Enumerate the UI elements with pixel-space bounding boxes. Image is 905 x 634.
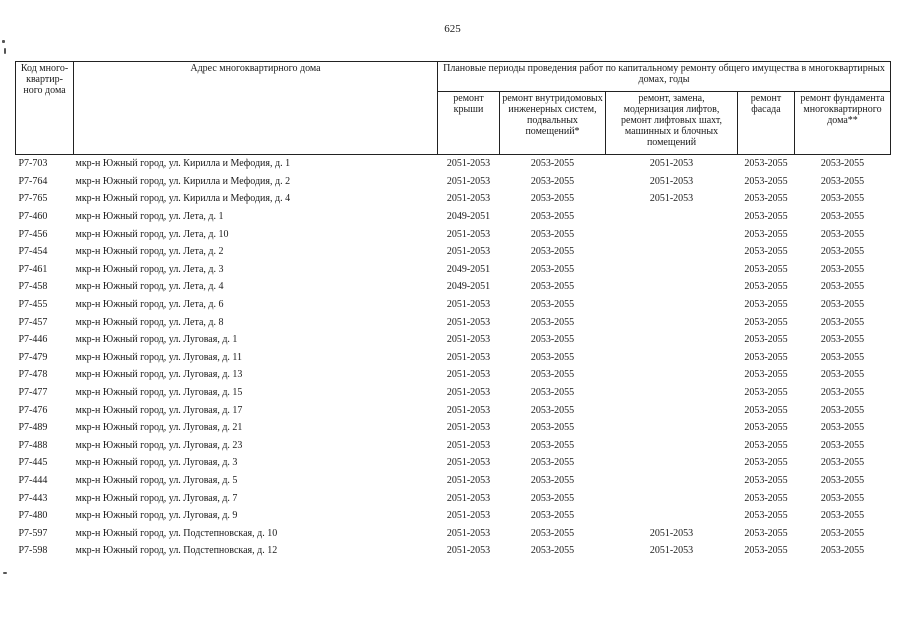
cell-facade: 2053-2055 bbox=[744, 211, 788, 223]
cell-foundation: 2053-2055 bbox=[820, 351, 865, 363]
cell-systems: 2053-2055 bbox=[530, 281, 575, 293]
cell-systems: 2053-2055 bbox=[530, 228, 575, 240]
cell-systems: 2053-2055 bbox=[530, 351, 575, 363]
header-systems: ремонт внутридомовых инженерных систем, подвальных помещений* bbox=[500, 92, 606, 155]
cell-facade: 2053-2055 bbox=[744, 193, 788, 205]
table-body bbox=[16, 155, 891, 560]
cell-roof: 2051-2053 bbox=[446, 439, 491, 451]
cell-facade: 2053-2055 bbox=[744, 369, 788, 381]
cell-roof: 2051-2053 bbox=[446, 527, 491, 539]
cell-systems: 2053-2055 bbox=[530, 175, 575, 187]
cell-lifts bbox=[606, 472, 738, 490]
cell-roof: 2049-2051 bbox=[446, 263, 491, 275]
cell-foundation: 2053-2055 bbox=[820, 474, 865, 486]
cell-code: Р7-445 bbox=[18, 457, 48, 469]
header-periods: Плановые периоды проведения работ по капитальному ремонту общего имущества в многоквартирных домах, годы bbox=[438, 62, 891, 92]
header-address: Адрес многоквартирного дома bbox=[74, 62, 438, 155]
cell-code: Р7-444 bbox=[18, 474, 48, 486]
cell-systems: 2053-2055 bbox=[530, 334, 575, 346]
cell-lifts bbox=[606, 366, 738, 384]
cell-facade: 2053-2055 bbox=[744, 545, 788, 557]
cell-code: Р7-476 bbox=[18, 404, 48, 416]
cell-facade: 2053-2055 bbox=[744, 299, 788, 311]
cell-foundation: 2053-2055 bbox=[820, 211, 865, 223]
cell-lifts bbox=[606, 401, 738, 419]
cell-code: Р7-457 bbox=[18, 316, 48, 328]
cell-code: Р7-461 bbox=[18, 263, 48, 275]
table-row bbox=[16, 296, 891, 314]
cell-facade: 2053-2055 bbox=[744, 334, 788, 346]
cell-foundation: 2053-2055 bbox=[820, 369, 865, 381]
cell-roof: 2051-2053 bbox=[446, 510, 491, 522]
cell-code: Р7-455 bbox=[18, 299, 48, 311]
cell-foundation: 2053-2055 bbox=[820, 175, 865, 187]
table-row bbox=[16, 155, 891, 173]
cell-facade: 2053-2055 bbox=[744, 246, 788, 258]
cell-roof: 2051-2053 bbox=[446, 422, 491, 434]
cell-lifts bbox=[606, 454, 738, 472]
cell-lifts bbox=[606, 489, 738, 507]
cell-lifts bbox=[606, 384, 738, 402]
cell-code: Р7-489 bbox=[18, 422, 48, 434]
cell-address: мкр-н Южный город, ул. Луговая, д. 17 bbox=[75, 404, 243, 416]
cell-roof: 2051-2053 bbox=[446, 175, 491, 187]
cell-roof: 2051-2053 bbox=[446, 316, 491, 328]
cell-address: мкр-н Южный город, ул. Лета, д. 4 bbox=[75, 281, 224, 293]
cell-facade: 2053-2055 bbox=[744, 527, 788, 539]
table-row bbox=[16, 173, 891, 191]
cell-facade: 2053-2055 bbox=[744, 351, 788, 363]
cell-facade: 2053-2055 bbox=[744, 228, 788, 240]
table-row bbox=[16, 331, 891, 349]
cell-address: мкр-н Южный город, ул. Лета, д. 2 bbox=[75, 246, 224, 258]
cell-roof: 2051-2053 bbox=[446, 228, 491, 240]
table-row bbox=[16, 454, 891, 472]
cell-systems: 2053-2055 bbox=[530, 158, 575, 170]
table-row bbox=[16, 524, 891, 542]
cell-roof: 2051-2053 bbox=[446, 246, 491, 258]
cell-facade: 2053-2055 bbox=[744, 281, 788, 293]
cell-lifts: 2051-2053 bbox=[649, 193, 694, 205]
cell-foundation: 2053-2055 bbox=[820, 299, 865, 311]
cell-roof: 2051-2053 bbox=[446, 387, 491, 399]
cell-foundation: 2053-2055 bbox=[820, 263, 865, 275]
header-foundation: ремонт фундамента многоквартирного дома** bbox=[795, 92, 891, 155]
cell-systems: 2053-2055 bbox=[530, 457, 575, 469]
cell-address: мкр-н Южный город, ул. Луговая, д. 1 bbox=[75, 334, 238, 346]
cell-roof: 2051-2053 bbox=[446, 474, 491, 486]
cell-foundation: 2053-2055 bbox=[820, 281, 865, 293]
cell-lifts: 2051-2053 bbox=[649, 175, 694, 187]
cell-roof: 2049-2051 bbox=[446, 281, 491, 293]
cell-code: Р7-460 bbox=[18, 211, 48, 223]
cell-foundation: 2053-2055 bbox=[820, 492, 865, 504]
cell-roof: 2051-2053 bbox=[446, 404, 491, 416]
table-row bbox=[16, 384, 891, 402]
table-row bbox=[16, 243, 891, 261]
cell-code: Р7-478 bbox=[18, 369, 48, 381]
cell-foundation: 2053-2055 bbox=[820, 527, 865, 539]
cell-systems: 2053-2055 bbox=[530, 193, 575, 205]
cell-roof: 2051-2053 bbox=[446, 158, 491, 170]
page-number: 625 bbox=[444, 23, 461, 35]
cell-address: мкр-н Южный город, ул. Кирилла и Мефодия, д. 2 bbox=[75, 175, 291, 187]
cell-address: мкр-н Южный город, ул. Лета, д. 10 bbox=[75, 228, 229, 240]
cell-address: мкр-н Южный город, ул. Луговая, д. 7 bbox=[75, 492, 238, 504]
table-row bbox=[16, 261, 891, 279]
cell-systems: 2053-2055 bbox=[530, 299, 575, 311]
cell-systems: 2053-2055 bbox=[530, 246, 575, 258]
cell-code: Р7-454 bbox=[18, 246, 48, 258]
cell-systems: 2053-2055 bbox=[530, 404, 575, 416]
cell-lifts: 2051-2053 bbox=[649, 527, 694, 539]
table-row bbox=[16, 190, 891, 208]
scan-speck bbox=[4, 48, 6, 54]
table-row bbox=[16, 489, 891, 507]
table-row bbox=[16, 437, 891, 455]
cell-lifts bbox=[606, 225, 738, 243]
cell-code: Р7-477 bbox=[18, 387, 48, 399]
table-row bbox=[16, 313, 891, 331]
cell-facade: 2053-2055 bbox=[744, 158, 788, 170]
cell-lifts: 2051-2053 bbox=[649, 158, 694, 170]
cell-address: мкр-н Южный город, ул. Подстепновская, д. 10 bbox=[75, 527, 278, 539]
cell-code: Р7-703 bbox=[18, 158, 48, 170]
cell-facade: 2053-2055 bbox=[744, 387, 788, 399]
cell-foundation: 2053-2055 bbox=[820, 422, 865, 434]
cell-address: мкр-н Южный город, ул. Лета, д. 1 bbox=[75, 211, 224, 223]
cell-lifts: 2051-2053 bbox=[649, 545, 694, 557]
cell-address: мкр-н Южный город, ул. Луговая, д. 11 bbox=[75, 351, 243, 363]
table-row bbox=[16, 419, 891, 437]
cell-systems: 2053-2055 bbox=[530, 510, 575, 522]
cell-roof: 2051-2053 bbox=[446, 369, 491, 381]
repair-schedule-table bbox=[15, 61, 891, 560]
cell-foundation: 2053-2055 bbox=[820, 193, 865, 205]
cell-facade: 2053-2055 bbox=[744, 474, 788, 486]
cell-code: Р7-764 bbox=[18, 175, 48, 187]
cell-roof: 2051-2053 bbox=[446, 545, 491, 557]
cell-systems: 2053-2055 bbox=[530, 369, 575, 381]
cell-address: мкр-н Южный город, ул. Луговая, д. 23 bbox=[75, 439, 243, 451]
cell-code: Р7-488 bbox=[18, 439, 48, 451]
cell-lifts bbox=[606, 437, 738, 455]
cell-foundation: 2053-2055 bbox=[820, 387, 865, 399]
cell-address: мкр-н Южный город, ул. Луговая, д. 9 bbox=[75, 510, 238, 522]
cell-lifts bbox=[606, 313, 738, 331]
cell-roof: 2051-2053 bbox=[446, 334, 491, 346]
cell-facade: 2053-2055 bbox=[744, 439, 788, 451]
cell-lifts bbox=[606, 208, 738, 226]
cell-lifts bbox=[606, 296, 738, 314]
cell-systems: 2053-2055 bbox=[530, 263, 575, 275]
cell-systems: 2053-2055 bbox=[530, 422, 575, 434]
cell-foundation: 2053-2055 bbox=[820, 439, 865, 451]
cell-roof: 2051-2053 bbox=[446, 299, 491, 311]
cell-lifts bbox=[606, 261, 738, 279]
cell-foundation: 2053-2055 bbox=[820, 510, 865, 522]
cell-facade: 2053-2055 bbox=[744, 316, 788, 328]
cell-systems: 2053-2055 bbox=[530, 474, 575, 486]
cell-address: мкр-н Южный город, ул. Луговая, д. 3 bbox=[75, 457, 238, 469]
cell-address: мкр-н Южный город, ул. Луговая, д. 13 bbox=[75, 369, 243, 381]
cell-facade: 2053-2055 bbox=[744, 510, 788, 522]
cell-systems: 2053-2055 bbox=[530, 387, 575, 399]
cell-address: мкр-н Южный город, ул. Лета, д. 6 bbox=[75, 299, 224, 311]
table-row bbox=[16, 366, 891, 384]
cell-roof: 2051-2053 bbox=[446, 492, 491, 504]
cell-roof: 2051-2053 bbox=[446, 193, 491, 205]
header-lifts: ремонт, замена, модернизация лифтов, ремонт лифтовых шахт, машинных и блочных помещений bbox=[606, 92, 738, 155]
table-row bbox=[16, 507, 891, 525]
cell-lifts bbox=[606, 243, 738, 261]
cell-foundation: 2053-2055 bbox=[820, 246, 865, 258]
cell-address: мкр-н Южный город, ул. Луговая, д. 15 bbox=[75, 387, 243, 399]
cell-roof: 2051-2053 bbox=[446, 457, 491, 469]
cell-lifts bbox=[606, 507, 738, 525]
cell-roof: 2049-2051 bbox=[446, 211, 491, 223]
cell-code: Р7-480 bbox=[18, 510, 48, 522]
header-roof: ремонт крыши bbox=[438, 92, 500, 155]
scan-speck bbox=[2, 40, 5, 43]
cell-foundation: 2053-2055 bbox=[820, 316, 865, 328]
table-row bbox=[16, 225, 891, 243]
cell-facade: 2053-2055 bbox=[744, 457, 788, 469]
cell-systems: 2053-2055 bbox=[530, 545, 575, 557]
cell-lifts bbox=[606, 419, 738, 437]
cell-facade: 2053-2055 bbox=[744, 404, 788, 416]
cell-systems: 2053-2055 bbox=[530, 527, 575, 539]
cell-code: Р7-597 bbox=[18, 527, 48, 539]
cell-address: мкр-н Южный город, ул. Лета, д. 8 bbox=[75, 316, 224, 328]
cell-foundation: 2053-2055 bbox=[820, 404, 865, 416]
cell-code: Р7-443 bbox=[18, 492, 48, 504]
cell-code: Р7-458 bbox=[18, 281, 48, 293]
table-row bbox=[16, 349, 891, 367]
cell-systems: 2053-2055 bbox=[530, 439, 575, 451]
cell-systems: 2053-2055 bbox=[530, 492, 575, 504]
cell-address: мкр-н Южный город, ул. Луговая, д. 21 bbox=[75, 422, 243, 434]
header-code: Код много-квартир-ного дома bbox=[16, 62, 74, 155]
cell-lifts bbox=[606, 349, 738, 367]
cell-code: Р7-765 bbox=[18, 193, 48, 205]
cell-code: Р7-479 bbox=[18, 351, 48, 363]
table-row bbox=[16, 401, 891, 419]
cell-lifts bbox=[606, 278, 738, 296]
cell-address: мкр-н Южный город, ул. Подстепновская, д. 12 bbox=[75, 545, 278, 557]
cell-systems: 2053-2055 bbox=[530, 211, 575, 223]
cell-facade: 2053-2055 bbox=[744, 422, 788, 434]
cell-facade: 2053-2055 bbox=[744, 175, 788, 187]
table-row bbox=[16, 278, 891, 296]
table-row bbox=[16, 208, 891, 226]
cell-roof: 2051-2053 bbox=[446, 351, 491, 363]
cell-foundation: 2053-2055 bbox=[820, 334, 865, 346]
cell-foundation: 2053-2055 bbox=[820, 228, 865, 240]
cell-foundation: 2053-2055 bbox=[820, 457, 865, 469]
cell-address: мкр-н Южный город, ул. Кирилла и Мефодия, д. 4 bbox=[75, 193, 291, 205]
cell-systems: 2053-2055 bbox=[530, 316, 575, 328]
cell-lifts bbox=[606, 331, 738, 349]
table-row bbox=[16, 542, 891, 560]
cell-foundation: 2053-2055 bbox=[820, 158, 865, 170]
cell-facade: 2053-2055 bbox=[744, 492, 788, 504]
cell-code: Р7-456 bbox=[18, 228, 48, 240]
cell-address: мкр-н Южный город, ул. Луговая, д. 5 bbox=[75, 474, 238, 486]
cell-address: мкр-н Южный город, ул. Лета, д. 3 bbox=[75, 263, 224, 275]
cell-code: Р7-446 bbox=[18, 334, 48, 346]
cell-facade: 2053-2055 bbox=[744, 263, 788, 275]
table-row bbox=[16, 472, 891, 490]
cell-code: Р7-598 bbox=[18, 545, 48, 557]
header-facade: ремонт фасада bbox=[738, 92, 795, 155]
scan-speck bbox=[3, 572, 7, 574]
cell-address: мкр-н Южный город, ул. Кирилла и Мефодия, д. 1 bbox=[75, 158, 291, 170]
cell-foundation: 2053-2055 bbox=[820, 545, 865, 557]
